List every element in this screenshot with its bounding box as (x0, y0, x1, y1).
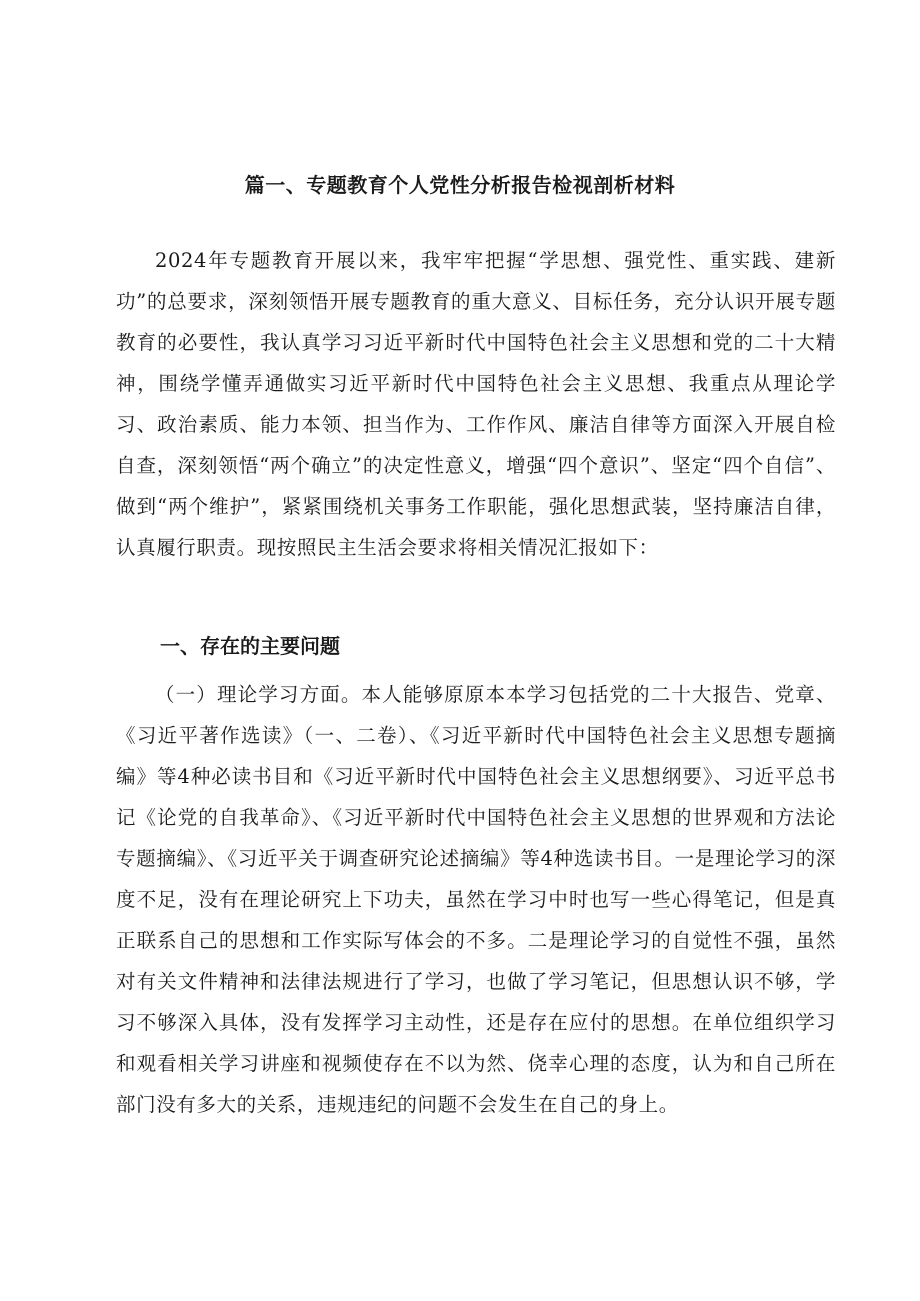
intro-paragraph: 2024年专题教育开展以来，我牢牢把握“学思想、强党性、重实践、建新功”的总要求，深刻领悟开展专题教育的重大意义、目标任务，充分认识开展专题教育的必要性，我认真学习习近平新时代中国特色社会主义思想和党的二十大精神，围绕学懂弄通做实习近平新时代中国特色社会主义思想、我重点从理论学习、政治素质、能力本领、担当作为、工作作风、廉洁自律等方面深入开展自检自查，深刻领悟“两个确立”的决定性意义，增强“四个意识”、坚定“四个自信”、做到“两个维护”，紧紧围绕机关事务工作职能，强化思想武装，坚持廉洁自律，认真履行职责。现按照民主生活会要求将相关情况汇报如下： (116, 249, 836, 559)
section-heading-problems: 一、存在的主要问题 (160, 634, 340, 658)
theory-study-paragraph: （一）理论学习方面。本人能够原原本本学习包括党的二十大报告、党章、《习近平著作选读》（一、二卷）、《习近平新时代中国特色社会主义思想专题摘编》等4种必读书目和《习近平新时代中国特色社会主义思想纲要》、习近平总书记《论党的自我革命》、《习近平新时代中国特色社会主义思想的世界观和方法论专题摘编》、《习近平关于调查研究论述摘编》等4种选读书目。一是理论学习的深度不足，没有在理论研究上下功夫，虽然在学习中时也写一些心得笔记，但是真正联系自己的思想和工作实际写体会的不多。二是理论学习的自觉性不强，虽然对有关文件精神和法律法规进行了学习，也做了学习笔记，但思想认识不够，学习不够深入具体，没有发挥学习主动性，还是存在应付的思想。在单位组织学习和观看相关学习讲座和视频使存在不以为然、侥幸心理的态度，认为和自己所在部门没有多大的关系，违规违纪的问题不会发生在自己的身上。 (116, 683, 836, 1116)
document-title: 篇一、专题教育个人党性分析报告检视剖析材料 (244, 173, 676, 198)
